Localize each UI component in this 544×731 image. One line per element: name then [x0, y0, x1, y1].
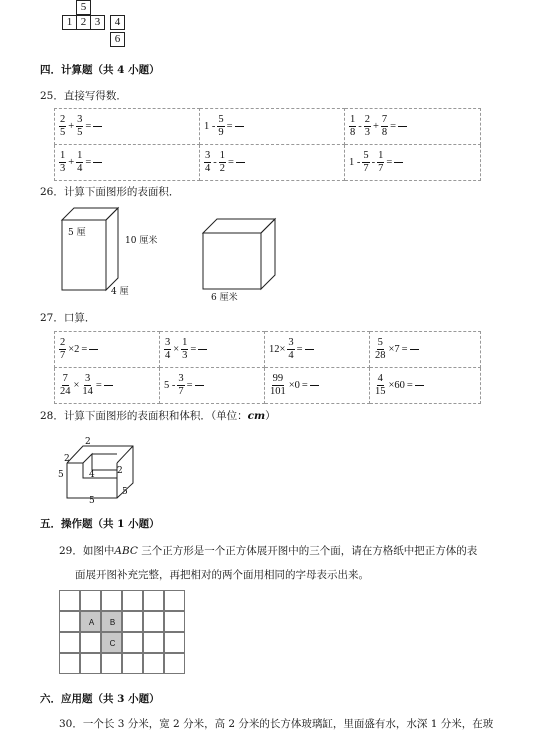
cuboid-label-10: 10 厘米 [125, 236, 158, 246]
q28-label: 5 [89, 496, 95, 506]
net-cell: 5 [76, 0, 91, 15]
grid-cell[interactable] [143, 590, 164, 611]
grid-letter: A [88, 618, 95, 627]
section-6-title: 六．应用题（共 3 小题） [40, 693, 160, 705]
cuboid-label-4: 4 厘 [111, 287, 129, 297]
net-cell: 4 [110, 15, 125, 30]
q27-prompt: 27．口算． [40, 312, 96, 324]
net-cell: 3 [90, 15, 105, 30]
q25-cell: 1 - $\frac{5}{9}$ = [200, 109, 345, 145]
cuboid-label-5: 5 厘 [68, 228, 86, 238]
grid-cell[interactable] [164, 611, 185, 632]
q29-line2: 面展开图补充完整，再把相对的两个面用相同的字母表示出来。 [75, 569, 369, 581]
cube-label: 6 厘米 [211, 293, 238, 303]
q28-solid-figure [55, 428, 145, 506]
q28-label: 2 [85, 437, 91, 447]
grid-letter: B [109, 618, 116, 627]
q25-cell: $\frac{1}{8}$ - $\frac{2}{3}$ + $\frac{7}{8}$ = [345, 109, 481, 145]
grid-cell[interactable] [143, 611, 164, 632]
q28-label: 2 [64, 454, 70, 464]
grid-cell[interactable] [101, 611, 122, 632]
q25-table [54, 108, 481, 181]
grid-cell[interactable] [80, 653, 101, 674]
grid-cell[interactable] [122, 653, 143, 674]
q27-cell: $\frac{3}{4}$ × $\frac{1}{3}$ = [160, 332, 265, 368]
grid-cell[interactable] [143, 632, 164, 653]
grid-cell[interactable] [143, 653, 164, 674]
q27-cell: $\frac{4}{15}$ ×60 = [370, 368, 481, 404]
cube-figure [203, 219, 275, 289]
q27-cell: 12× $\frac{3}{4}$ = [265, 332, 370, 368]
grid-cell[interactable] [122, 632, 143, 653]
q30-text: 30．一个长 3 分米，宽 2 分米，高 2 分米的长方体玻璃缸，里面盛有水，水深 1 分米，在玻 [59, 718, 494, 730]
grid-cell[interactable] [101, 632, 122, 653]
section-4-title: 四．计算题（共 4 小题） [40, 64, 160, 76]
q27-table [54, 331, 481, 404]
grid-cell[interactable] [59, 653, 80, 674]
q25-cell: $\frac{2}{5}$ + $\frac{3}{5}$ = [55, 109, 200, 145]
q25-cell: $\frac{1}{3}$ + $\frac{1}{4}$ = [55, 145, 200, 181]
section-5-title: 五．操作题（共 1 小题） [40, 518, 160, 530]
q28-prompt: 28．计算下面图形的表面积和体积．（单位：cm） [40, 410, 276, 422]
q27-cell: $\frac{7}{24}$ × $\frac{3}{14}$ = [55, 368, 160, 404]
net-cell: 1 [62, 15, 77, 30]
q25-prompt: 25．直接写得数． [40, 90, 127, 102]
q27-cell: $\frac{99}{101}$ ×0 = [265, 368, 370, 404]
q28-label: 5 [58, 470, 64, 480]
grid-cell[interactable] [59, 590, 80, 611]
grid-cell[interactable] [80, 590, 101, 611]
grid-cell[interactable] [164, 653, 185, 674]
q27-cell: 5 - $\frac{3}{7}$ = [160, 368, 265, 404]
grid-cell[interactable] [59, 632, 80, 653]
grid-cell[interactable] [164, 632, 185, 653]
grid-cell[interactable] [59, 611, 80, 632]
grid-cell[interactable] [122, 611, 143, 632]
q27-cell: $\frac{2}{7}$ ×2 = [55, 332, 160, 368]
net-cell: 6 [110, 32, 125, 47]
grid-cell[interactable] [101, 590, 122, 611]
grid-cell[interactable] [80, 611, 101, 632]
net-cell: 2 [76, 15, 91, 30]
q26-prompt: 26．计算下面图形的表面积． [40, 186, 180, 198]
square-grid-paper[interactable] [59, 590, 192, 680]
q26-figures [55, 203, 285, 303]
cuboid-figure [62, 208, 118, 290]
q28-label: 4 [89, 470, 95, 480]
grid-cell[interactable] [101, 653, 122, 674]
q28-label: 2 [117, 466, 123, 476]
grid-letter: C [109, 639, 116, 648]
q29-line1: 29．如图中ABC 三个正方形是一个正方体展开图中的三个面，请在方格纸中把正方体的表 [59, 545, 478, 557]
q27-cell: $\frac{5}{28}$ ×7 = [370, 332, 481, 368]
grid-cell[interactable] [122, 590, 143, 611]
q25-cell: $\frac{3}{4}$ - $\frac{1}{2}$ = [200, 145, 345, 181]
grid-cell[interactable] [80, 632, 101, 653]
q25-cell: 1 - $\frac{5}{7}$ - $\frac{1}{7}$ = [345, 145, 481, 181]
grid-cell[interactable] [164, 590, 185, 611]
q28-label: 5 [122, 487, 128, 497]
